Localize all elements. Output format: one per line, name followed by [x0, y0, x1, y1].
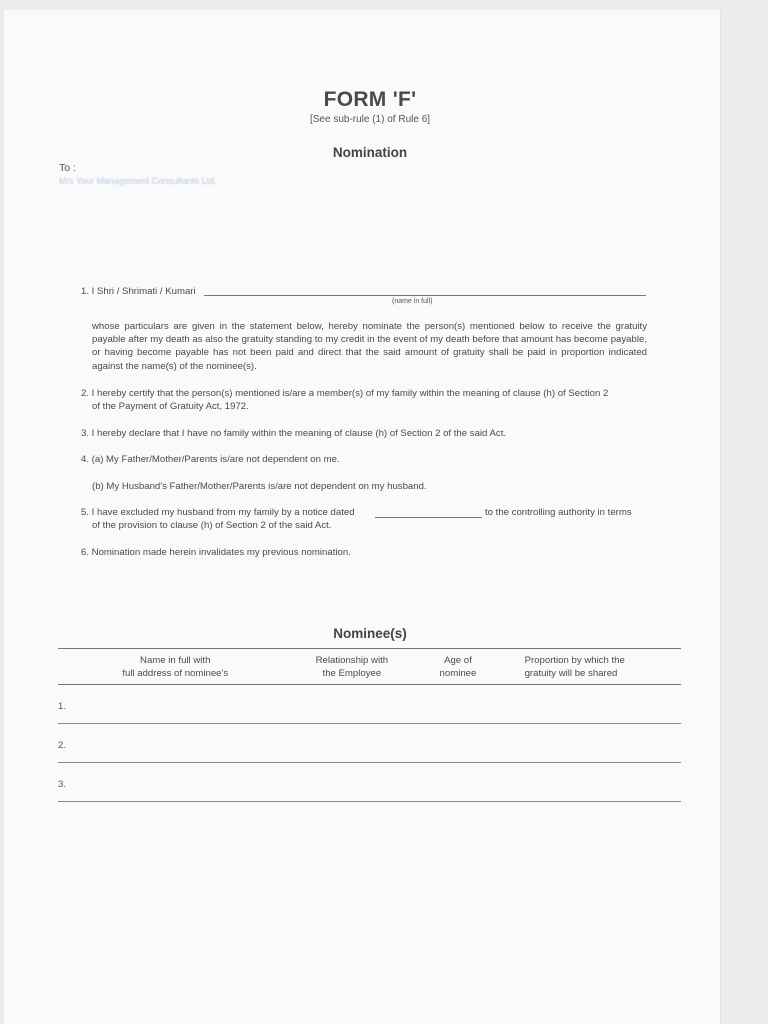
item-4b: (b) My Husband's Father/Mother/Parents is/are not dependent on my husband. — [92, 481, 427, 492]
form-subtitle: [See sub-rule (1) of Rule 6] — [309, 114, 431, 125]
column-header-line: the Employee — [322, 668, 382, 679]
column-header-line: gratuity will be shared — [524, 668, 618, 679]
column-header-line: Age of — [444, 655, 472, 666]
nominees-header-row — [58, 649, 681, 685]
to-label: To : — [59, 162, 76, 174]
column-header-name-address — [58, 649, 292, 685]
item-1-text: 1. I Shri / Shrimati / Kumari — [81, 286, 196, 297]
column-header-line: Relationship with — [315, 655, 389, 666]
item-2-line-2: of the Payment of Gratuity Act, 1972. — [92, 401, 249, 412]
nomination-heading: Nomination — [332, 145, 408, 160]
nominee-row[interactable] — [58, 763, 681, 802]
nominee-cell[interactable] — [505, 685, 681, 724]
item-5-line-2: of the provision to clause (h) of Section 2 of the said Act. — [92, 520, 332, 531]
nominees-heading: Nominee(s) — [333, 626, 407, 641]
nominee-cell[interactable] — [292, 724, 411, 763]
name-hint: (name in full) — [392, 298, 433, 305]
nominee-cell[interactable] — [292, 685, 411, 724]
nominee-cell[interactable] — [411, 763, 504, 802]
nominee-row[interactable] — [58, 685, 681, 724]
item-2-line-1: 2. I hereby certify that the person(s) mentioned is/are a member(s) of my family within the meaning of clause (h) of Section 2 — [81, 388, 609, 399]
nominee-row-number: 3. — [58, 763, 292, 802]
nominee-row[interactable] — [58, 724, 681, 763]
column-header-age — [411, 649, 504, 685]
nominee-row-number: 1. — [58, 685, 292, 724]
column-header-proportion — [505, 649, 681, 685]
name-blank-line[interactable] — [204, 295, 646, 296]
notice-date-blank-line[interactable] — [375, 517, 482, 518]
item-5-suffix: to the controlling authority in terms — [485, 507, 632, 518]
nominees-table — [58, 648, 681, 802]
item-3: 3. I hereby declare that I have no family within the meaning of clause (h) of Section 2 of the said Act. — [81, 428, 507, 439]
nomination-paragraph: whose particulars are given in the statement below, hereby nominate the person(s) mentioned below to receive the gratuity payable after my death as also the gratuity standing to my credit in the event of my death before that amount has become payable, or having become payable has not been paid and direct that the said amount of gratuity shall be paid in proportion indicated against the name(s) of the nominee(s). — [92, 321, 647, 372]
item-4a: 4. (a) My Father/Mother/Parents is/are not dependent on me. — [81, 454, 340, 465]
column-header-line: full address of nominee's — [122, 668, 229, 679]
nominee-cell[interactable] — [411, 724, 504, 763]
nominee-cell[interactable] — [411, 685, 504, 724]
nominee-cell[interactable] — [505, 763, 681, 802]
to-address: M/s Your Management Consultants Ltd. — [59, 176, 217, 186]
column-header-line: Name in full with — [140, 655, 211, 666]
item-5-prefix: 5. I have excluded my husband from my family by a notice dated — [81, 507, 355, 518]
nominee-cell[interactable] — [505, 724, 681, 763]
column-header-line: nominee — [439, 668, 477, 679]
column-header-line: Proportion by which the — [524, 655, 625, 666]
column-header-relationship — [292, 649, 411, 685]
item-6: 6. Nomination made herein invalidates my previous nomination. — [81, 547, 351, 558]
nominee-cell[interactable] — [292, 763, 411, 802]
form-title: FORM 'F' — [323, 88, 417, 111]
nominee-row-number: 2. — [58, 724, 292, 763]
